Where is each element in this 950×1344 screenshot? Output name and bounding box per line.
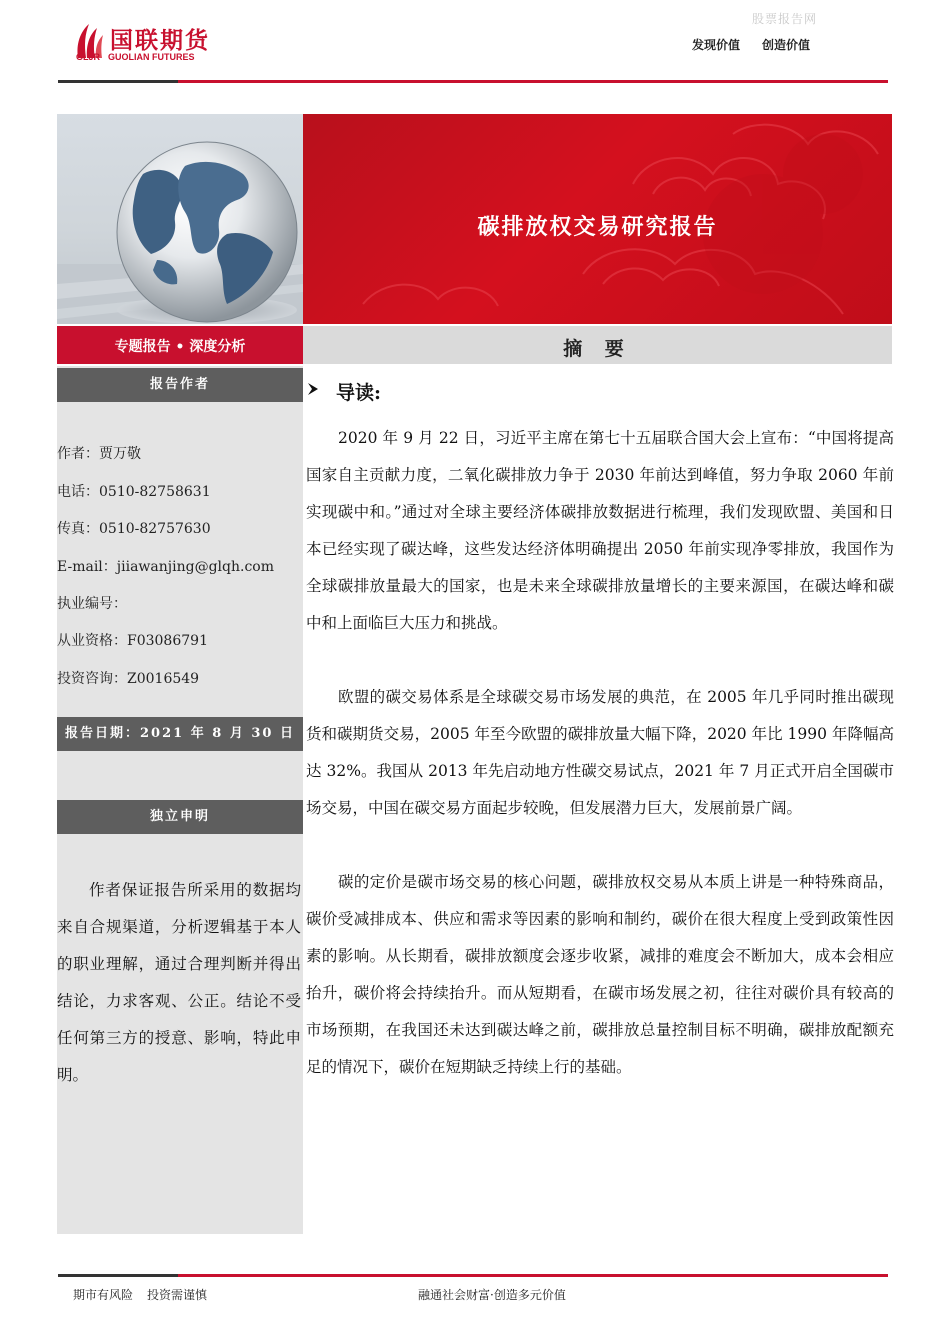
header-slogan [692,36,810,53]
license-number: 执业编号： [57,596,127,612]
paragraph: 欧盟的碳交易体系是全球碳交易市场发展的典范，在 2005 年几乎同时推出碳现货和碳期货交易，2005 年至今欧盟的碳排放量大幅下降，2020 年比 1990 年降幅高达 32%。我国从 2013 年先启动地方性碳交易试点，2021 年 7 月正式开启全国碳市场交易，中国在碳交易方面起步较晚，但发展潜力巨大，发展前景广阔。 [306,688,894,817]
title-banner [303,114,892,324]
header-divider-dark [58,80,178,83]
globe-image [57,114,303,324]
footer-divider-dark [58,1274,178,1277]
globe-icon [57,114,303,324]
slogan-item: 创造价值 [762,38,811,52]
report-title: 碳排放权交易研究报告 [477,214,718,240]
paragraph: 2020 年 9 月 22 日，习近平主席在第七十五届联合国大会上宣布：“中国将提高国家自主贡献力度，二氧化碳排放力争于 2030 年前达到峰值，努力争取 2060 年前实现碳中和。”通过对全球主要经济体碳排放数据进行梳理，我们发现欧盟、美国和日本已经实现了碳达峰，这些发达经济体明确提出 2050 年前实现净零排放，我国作为全球碳排放量最大的国家，也是未来全球碳排放量增长的主要来源国，在碳达峰和碳中和上面临巨大压力和挑战。 [306,429,894,632]
paragraph: 碳的定价是碳市场交易的核心问题，碳排放权交易从本质上讲是一种特殊商品，碳价受减排成本、供应和需求等因素的影响和制约，碳价在很大程度上受到政策性因素的影响。从长期看，碳排放额度会逐步收紧，减排的难度会不断加大，成本会相应抬升，碳价将会持续抬升。而从短期看，在碳市场发展之初，往往对碳价具有较高的市场预期，在我国还未达到碳达峰之前，碳排放总量控制目标不明确，碳排放配额充足的情况下，碳价在短期缺乏持续上行的基础。 [306,873,894,1076]
arrow-bullet-icon [306,382,320,396]
header-divider-red [178,80,888,83]
report-type-label: 专题报告 • 深度分析 [114,339,246,355]
logo-english: GLJR GUOLIAN FUTURES [76,52,195,62]
author-heading: 报告作者 [57,368,303,402]
abstract-bar [303,326,892,364]
author-phone: 电话：0510-82758631 [57,484,211,500]
footer-risk-notice: 期市有风险 投资需谨慎 [73,1288,208,1302]
investment-consulting: 投资咨询：Z0016549 [57,671,200,687]
intro-title: 导读: [336,382,382,404]
author-fax: 传真：0510-82757630 [57,521,211,537]
report-date: 报告日期：2021 年 8 月 30 日 [57,717,303,751]
qualification: 从业资格：F03086791 [57,633,208,649]
footer-divider-red [178,1274,888,1277]
footer-motto: 融通社会财富·创造多元价值 [418,1288,566,1302]
report-type-bar [57,326,303,364]
declaration-text: 作者保证报告所采用的数据均来自合规渠道，分析逻辑基于本人的职业理解，通过合理判断并得出结论，力求客观、公正。结论不受任何第三方的授意、影响，特此申明。 [57,881,301,1084]
author-email: E-mail：jiiawanjing@glqh.com [57,559,274,575]
declaration-heading: 独立申明 [57,800,303,834]
logo-text: 国联期货 [110,27,210,54]
abstract-heading: 摘 要 [563,338,632,360]
watermark: 股票报告网 [752,12,818,26]
slogan-item: 发现价值 [692,38,741,52]
author-name: 作者：贾万敬 [57,446,141,462]
